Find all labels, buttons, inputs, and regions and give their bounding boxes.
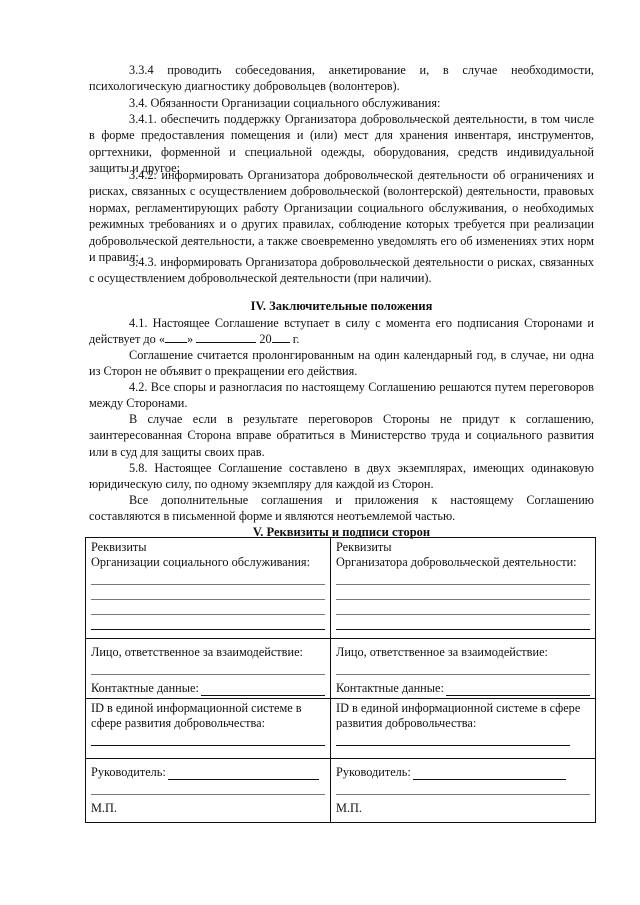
day-blank [165, 331, 187, 343]
right-signature-line[interactable] [336, 780, 590, 795]
right-contacts-label: Контактные данные: [336, 681, 444, 695]
right-responsible-label: Лицо, ответственное за взаимодействие: [336, 645, 548, 659]
right-requisites-org: Организатора добровольческой деятельности: [336, 555, 577, 569]
left-req-line-2[interactable] [91, 585, 325, 600]
disputes-clause: В случае если в результате переговоров Стороны не придут к соглашению, заинтересованная Сторона вправе обратиться в Министерство труда и социального развития или в суд для защиты своих прав. [89, 412, 594, 459]
left-requisites-org: Организации социального обслуживания: [91, 555, 310, 569]
year-suffix: г. [292, 332, 300, 347]
right-head-row [336, 765, 590, 780]
clause-4-2: 4.2. Все споры и разногласия по настоящему Соглашению решаются путем переговоров между Сторонами. [89, 380, 594, 411]
right-req-line-2[interactable] [336, 585, 590, 600]
left-signature-line[interactable] [91, 780, 325, 795]
left-id-label: ID в единой информационной системе в сфере развития добровольчества: [91, 701, 302, 730]
left-head-field[interactable] [168, 766, 319, 780]
clause-3-4-2: 3.4.2. информировать Организатора добровольческой деятельности об ограничениях и рисках, связанных с осуществлением добровольческой (волонтерской) деятельности, правовых нормах, регламентирующих работу Организации социального обслуживания, о необходимых режимных требованиях и о других правилах, соблюдение которых требуется при реализации добровольческой деятельности, а также своевременно уведомлять его об изменениях этих норм и правил; [89, 168, 594, 265]
right-req-line-3[interactable] [336, 600, 590, 615]
left-requisites-cell [86, 538, 331, 639]
left-contact-cell [86, 639, 331, 699]
left-requisites-title: Реквизиты [91, 540, 147, 554]
right-contacts-row [336, 681, 590, 696]
clause-3-4-3: 3.4.3. информировать Организатора добровольческой деятельности о рисках, связанных с осуществлением добровольческой деятельности (при наличии). [89, 255, 594, 286]
clause-5-8: 5.8. Настоящее Соглашение составлено в двух экземплярах, имеющих одинаковую юридическую силу, по одному экземпляру для каждой из Сторон. [89, 461, 594, 492]
quote-close: » [187, 332, 194, 347]
prolongation-clause: Соглашение считается пролонгированным на один календарный год, в случае, ни одна из Сторон не объявит о прекращении его действия. [89, 348, 594, 379]
left-req-line-3[interactable] [91, 600, 325, 615]
right-responsible-line[interactable] [336, 660, 590, 675]
clause-3-4-1: 3.4.1. обеспечить поддержку Организатора добровольческой деятельности, в том числе в форме предоставления помещения и (или) мест для хранения инвентаря, инструментов, оргтехники, форменной и специальной одежды, оборудования, средств индивидуальной защиты и другое; [89, 112, 594, 176]
month-blank [196, 331, 256, 343]
right-id-line[interactable] [336, 731, 570, 746]
addenda-clause: Все дополнительные соглашения и приложения к настоящему Соглашению составляются в письменной форме и являются неотъемлемой частью. [89, 493, 594, 524]
requisites-table [85, 537, 596, 823]
clause-3-4: 3.4. Обязанности Организации социального обслуживания: [129, 96, 441, 110]
left-head-label: Руководитель: [91, 765, 166, 779]
right-contact-cell [331, 639, 596, 699]
right-head-field[interactable] [413, 766, 566, 780]
left-req-line-4[interactable] [91, 615, 325, 630]
right-signature-cell [331, 759, 596, 823]
clause-3-3-4: 3.3.4 проводить собеседования, анкетирование и, в случае необходимости, психологическую диагностику добровольцев (волонтеров). [89, 63, 594, 94]
right-requisites-title: Реквизиты [336, 540, 392, 554]
left-head-row [91, 765, 325, 780]
section-4-heading: IV. Заключительные положения [250, 299, 433, 313]
left-id-cell [86, 699, 331, 759]
section-5-heading: V. Реквизиты и подписи сторон [252, 525, 431, 539]
right-head-label: Руководитель: [336, 765, 411, 779]
right-id-label: ID в единой информационной системе в сфере развития добровольчества: [336, 701, 581, 730]
right-id-cell [331, 699, 596, 759]
right-req-line-4[interactable] [336, 615, 590, 630]
right-stamp: М.П. [336, 801, 362, 815]
left-responsible-line[interactable] [91, 660, 325, 675]
left-req-line-1[interactable] [91, 570, 325, 585]
left-stamp: М.П. [91, 801, 117, 815]
left-contacts-row [91, 681, 325, 696]
left-contacts-label: Контактные данные: [91, 681, 199, 695]
left-contacts-field[interactable] [201, 682, 325, 696]
right-contacts-field[interactable] [446, 682, 590, 696]
year-blank [272, 331, 290, 343]
clause-4-1 [89, 315, 594, 348]
clause-4-1-text: 4.1. Настоящее Соглашение вступает в силу с момента его подписания Сторонами и действует до « [89, 316, 594, 347]
left-id-line[interactable] [91, 731, 325, 746]
right-req-line-1[interactable] [336, 570, 590, 585]
year-prefix: 20 [259, 332, 272, 347]
left-responsible-label: Лицо, ответственное за взаимодействие: [91, 645, 303, 659]
left-signature-cell [86, 759, 331, 823]
right-requisites-cell [331, 538, 596, 639]
